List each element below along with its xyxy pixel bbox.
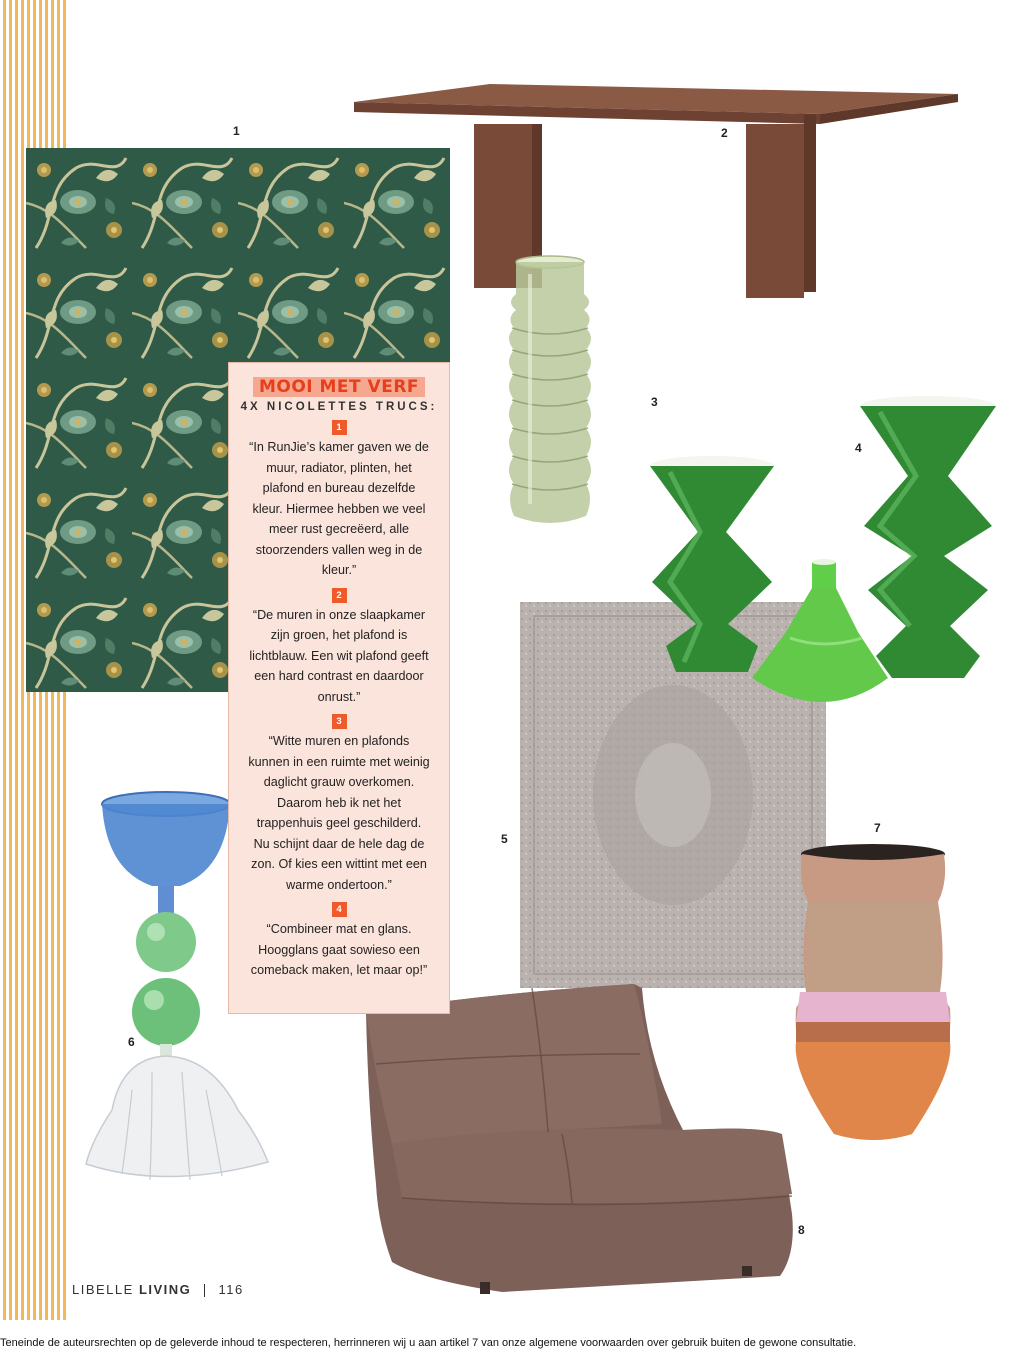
item-number-4: 4 (855, 441, 862, 455)
tip-quote: “Combineer mat en glans. Hoogglans gaat sowieso een comeback maken, let maar op!” (250, 922, 428, 977)
page-number: 116 (218, 1282, 244, 1297)
item-number-6: 6 (128, 1035, 135, 1049)
item-number-7: 7 (874, 821, 881, 835)
brown-lounge-chair-image (362, 984, 794, 1298)
wooden-dining-table-image (350, 84, 962, 310)
tip-number-badge: 1 (332, 420, 347, 435)
card-title: MOOI MET VERF (253, 377, 425, 397)
item-number-2: 2 (721, 126, 728, 140)
copyright-disclaimer: Teneinde de auteursrechten op de geleverde inhoud te respecteren, herrinneren wij u aan artikel 7 van onze algemene voorwaarden over gebruik buiten de gewone consultatie. (0, 1337, 857, 1349)
green-glass-vase-image (500, 254, 600, 530)
tip-number-badge: 2 (332, 588, 347, 603)
tip-number-badge: 4 (332, 902, 347, 917)
item-number-5: 5 (501, 832, 508, 846)
brand-name-bold: LIVING (138, 1282, 192, 1297)
brand-name-light: LIBELLE (72, 1282, 134, 1297)
green-ceramic-vases-image (640, 392, 1000, 718)
item-number-1: 1 (233, 124, 240, 138)
tips-card (228, 362, 450, 1014)
tip-number-badge: 3 (332, 714, 347, 729)
card-subtitle: 4X NICOLETTES TRUCS: (240, 401, 438, 413)
page-footer (72, 1282, 244, 1297)
tip-quote: “In RunJie’s kamer gaven we de muur, radiator, plinten, het plafond en bureau dezelfde kleur. Hiermee hebben we veel meer rust gecreëerd, alle stoorzenders vallen weg in de kleur.” (249, 440, 429, 577)
item-number-3: 3 (651, 395, 658, 409)
tip-quote: “De muren in onze slaapkamer zijn groen, het plafond is lichtblauw. Een wit plafond geeft een hard contrast en daardoor onrust.” (249, 607, 429, 704)
retro-ceramic-vase-image (794, 842, 952, 1142)
item-number-8: 8 (798, 1223, 805, 1237)
footer-divider (204, 1284, 205, 1297)
tip-quote: “Witte muren en plafonds kunnen in een ruimte met weinig daglicht grauw overkomen. Daarom heb ik net het trappenhuis geel geschilderd. Nu schijnt daar de hele dag de zon. Of kies een wittint met een warme ondertoon.” (248, 734, 430, 892)
